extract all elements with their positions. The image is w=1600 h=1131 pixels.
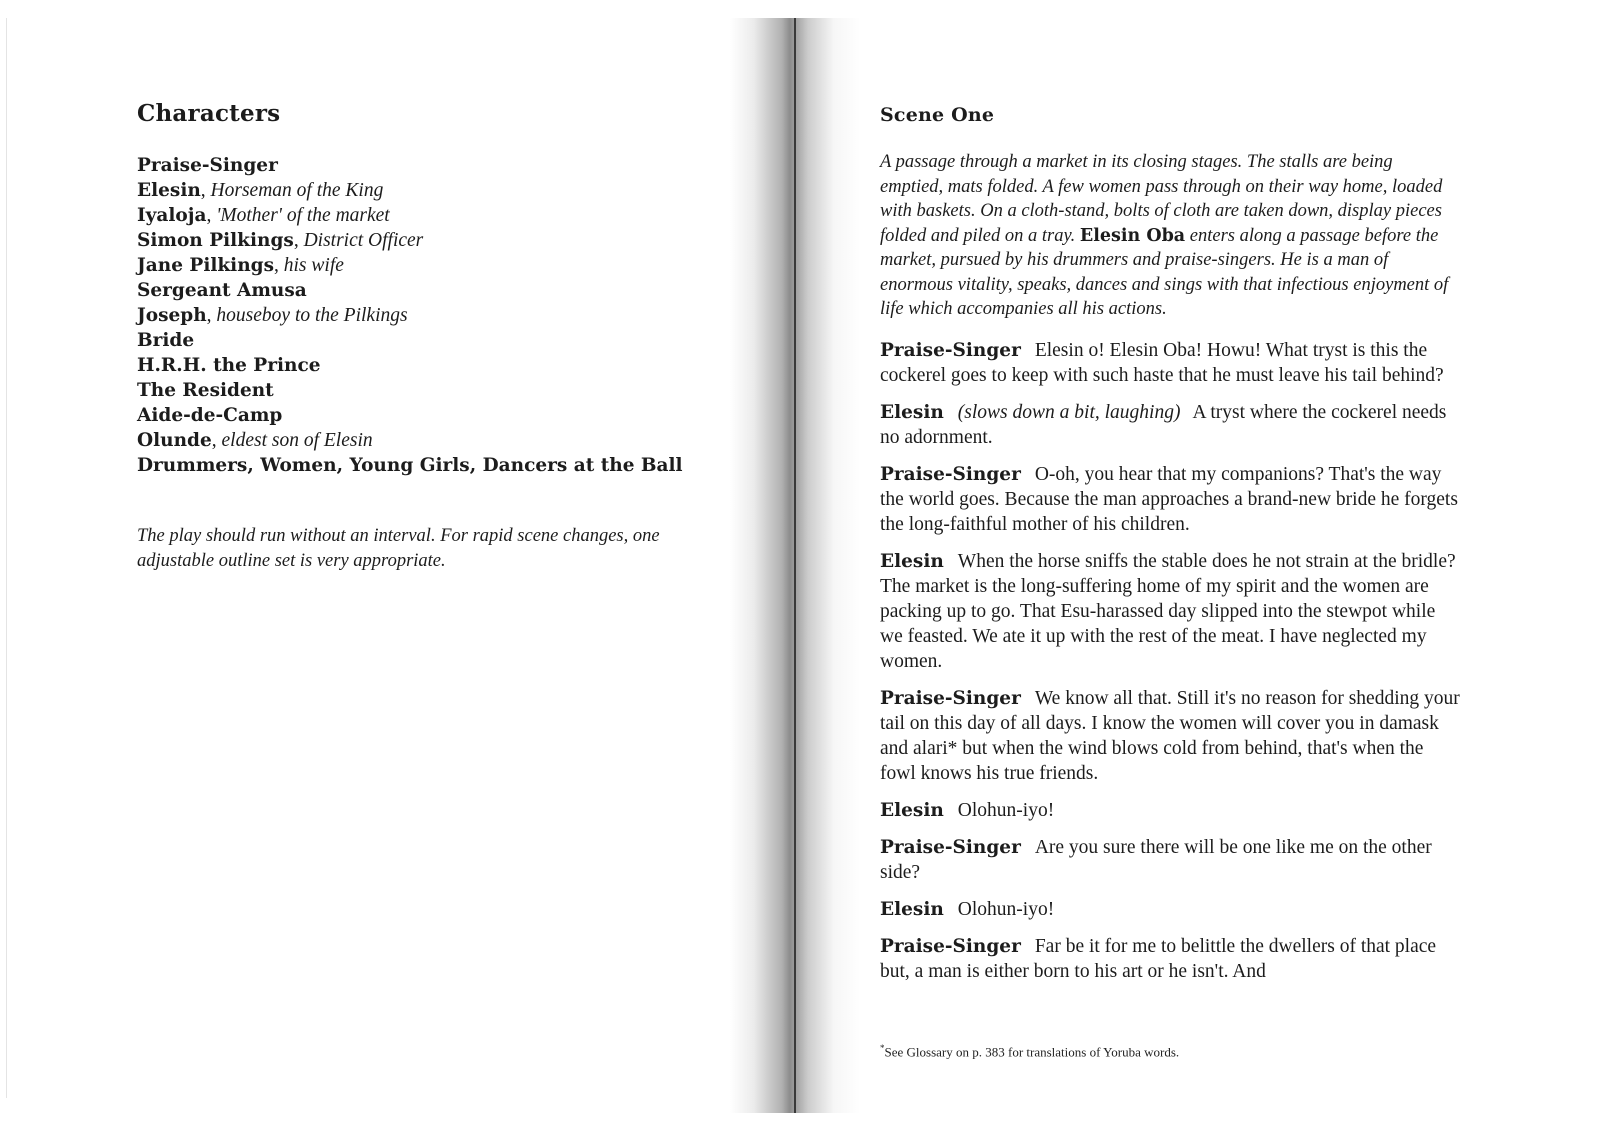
cast-description: his wife xyxy=(283,255,344,276)
production-note: The play should run without an interval. For rapid scene changes, one adjustable outline set is very appropriate. xyxy=(137,526,660,571)
cast-item xyxy=(137,228,717,253)
cast-name: Elesin xyxy=(137,180,201,201)
cast-item xyxy=(137,153,717,178)
cast-separator: , xyxy=(200,180,211,201)
speaker-name: Praise-Singer xyxy=(880,935,1021,957)
right-page xyxy=(880,104,1460,996)
cast-separator: , xyxy=(206,305,217,326)
speaker-name: Praise-Singer xyxy=(880,687,1021,709)
cast-description: eldest son of Elesin xyxy=(221,430,373,451)
cast-name: Joseph xyxy=(137,305,207,326)
dialogue-line xyxy=(880,686,1460,786)
dialogue-text: O-oh, you hear that my companions? That's the way the world goes. Because the man approaches a brand-new bride he forgets the long-faithful mother of his children. xyxy=(880,463,1458,535)
speaker-name: Elesin xyxy=(880,799,944,821)
cast-item xyxy=(137,453,717,478)
dialogue-line xyxy=(880,934,1460,984)
book-spine-line xyxy=(794,18,796,1113)
cast-name: Simon Pilkings xyxy=(137,230,294,251)
cast-item xyxy=(137,403,717,428)
cast-item xyxy=(137,328,717,353)
dialogue-line xyxy=(880,400,1460,450)
cast-item xyxy=(137,378,717,403)
cast-name: Praise-Singer xyxy=(137,155,278,176)
cast-separator: , xyxy=(274,255,284,276)
cast-name: The Resident xyxy=(137,380,274,401)
cast-description: Horseman of the King xyxy=(210,180,384,201)
dialogue-text: Far be it for me to belittle the dwellers of that place but, a man is either born to his art or he isn't. And xyxy=(880,935,1437,982)
cast-name: Olunde xyxy=(137,430,212,451)
dialogue-line xyxy=(880,798,1460,823)
speaker-name: Praise-Singer xyxy=(880,463,1021,485)
cast-item xyxy=(137,178,717,203)
footnote xyxy=(880,1043,1179,1060)
cast-item xyxy=(137,253,717,278)
stage-direction-text: enters along a passage before the market, pursued by his drummers and praise-singers. He is a man of enormous vitality, speaks, dances and sings with that infectious enjoyment of life which accompanies all his actions. xyxy=(880,225,1449,319)
dialogue-text: Are you sure there will be one like me on the other side? xyxy=(880,836,1432,883)
dialogue-text: A tryst where the cockerel needs no adornment. xyxy=(880,401,1447,448)
speaker-name: Praise-Singer xyxy=(880,339,1021,361)
cast-name: H.R.H. the Prince xyxy=(137,355,321,376)
cast-name: Bride xyxy=(137,330,195,351)
cast-name: Aide-de-Camp xyxy=(137,405,283,426)
dialogue-text: We know all that. Still it's no reason for shedding your tail on this day of all days. I know the women will cover you in damask and alari* but when the wind blows cold from behind, that's when the fowl knows his true friends. xyxy=(880,687,1460,784)
cast-item xyxy=(137,353,717,378)
footnote-mark: * xyxy=(880,1043,885,1053)
cast-description: District Officer xyxy=(303,230,424,251)
dialogue-text: Olohun-iyo! xyxy=(957,898,1055,920)
cast-separator: , xyxy=(211,430,222,451)
speaker-name: Elesin xyxy=(880,550,944,572)
cast-list xyxy=(137,153,717,478)
cast-item xyxy=(137,278,717,303)
speaker-name: Elesin xyxy=(880,401,944,423)
dialogue-text: Elesin o! Elesin Oba! Howu! What tryst is this the cockerel goes to keep with such haste that he must leave his tail behind? xyxy=(880,339,1444,386)
cast-description: houseboy to the Pilkings xyxy=(216,305,408,326)
cast-item xyxy=(137,428,717,453)
dialogue-line xyxy=(880,462,1460,537)
scene-title: Scene One xyxy=(880,104,995,126)
stage-direction-character: Elesin Oba xyxy=(1079,225,1186,246)
cast-description: 'Mother' of the market xyxy=(216,205,390,226)
parenthetical-direction: (slows down a bit, laughing) xyxy=(957,401,1181,423)
cast-item xyxy=(137,303,717,328)
stage-direction xyxy=(880,150,1460,322)
cast-item xyxy=(137,203,717,228)
dialogue-line xyxy=(880,338,1460,388)
cast-name: Sergeant Amusa xyxy=(137,280,307,301)
dialogue-line xyxy=(880,549,1460,674)
cast-separator: , xyxy=(293,230,304,251)
cast-name: Jane Pilkings xyxy=(137,255,275,276)
speaker-name: Praise-Singer xyxy=(880,836,1021,858)
scan-edge xyxy=(6,18,7,1098)
dialogue-text: When the horse sniffs the stable does he not strain at the bridle? The market is the long-suffering home of my spirit and the women are packing up to go. That Esu-harassed day slipped into the stewpot while we feasted. We ate it up with the rest of the meat. I have neglected my women. xyxy=(880,550,1456,672)
dialogue-line xyxy=(880,897,1460,922)
left-page xyxy=(137,100,717,593)
stage-direction-text: A passage through a market in its closing stages. The stalls are being emptied, mats folded. A few women pass through on their way home, loaded with baskets. On a cloth-stand, bolts of cloth are taken down, display pieces folded and piled on a tray. xyxy=(880,152,1443,246)
cast-separator: , xyxy=(206,205,217,226)
page-title: Characters xyxy=(137,100,281,127)
cast-name: Iyaloja xyxy=(137,205,207,226)
dialogue-text: Olohun-iyo! xyxy=(957,799,1055,821)
dialogue-line xyxy=(880,835,1460,885)
cast-name: Drummers, Women, Young Girls, Dancers at the Ball xyxy=(137,455,683,476)
footnote-text: See Glossary on p. 383 for translations of Yoruba words. xyxy=(884,1044,1180,1060)
speaker-name: Elesin xyxy=(880,898,944,920)
